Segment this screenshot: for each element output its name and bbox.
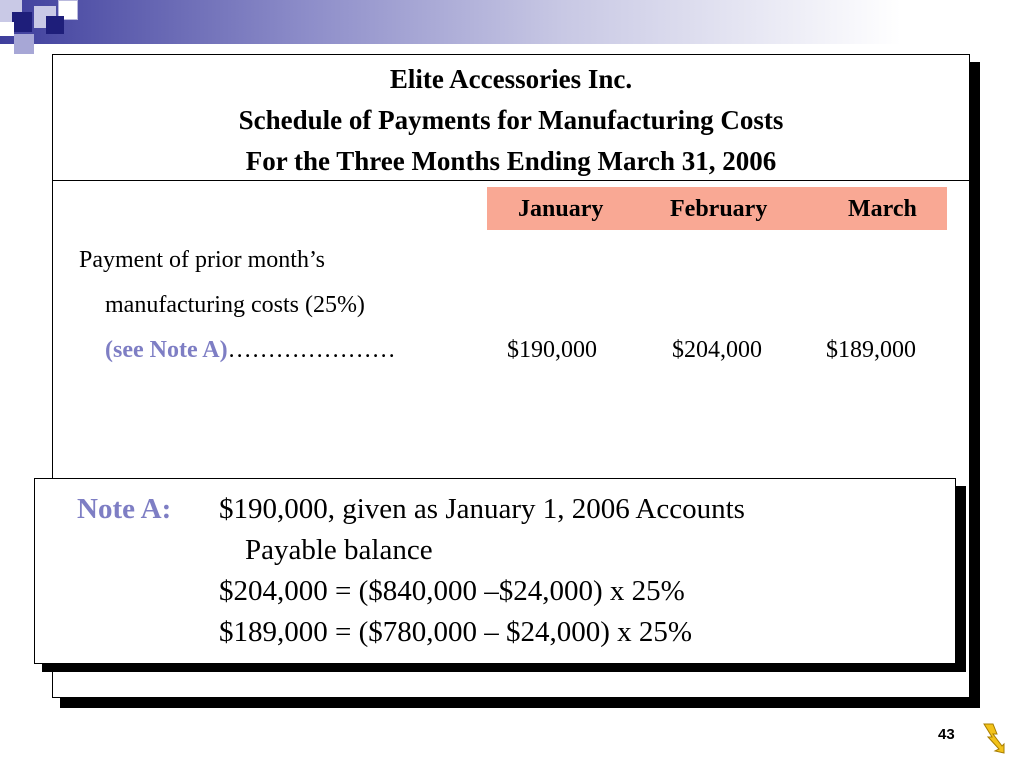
schedule-name: Schedule of Payments for Manufacturing Costs [238,105,784,135]
note-line-1: $190,000, given as January 1, 2006 Accounts [219,493,745,525]
amount-february: $204,000 [672,337,762,363]
month-header [487,187,947,230]
note-a-reference: (see Note A) [105,337,228,363]
schedule-title [53,55,969,181]
note-line-4: $189,000 = ($780,000 – $24,000) x 25% [219,616,693,648]
page-number: 43 [938,726,955,743]
month-february: February [670,196,768,222]
row-label-line2: manufacturing costs (25%) [105,292,365,318]
month-march: March [848,196,917,222]
lightning-bolt-icon [980,722,1010,754]
top-banner [0,0,1024,44]
row-label-line3 [105,337,396,364]
note-line-2: Payable balance [245,534,433,566]
row-label-line1: Payment of prior month’s [79,247,325,273]
amount-march: $189,000 [826,337,916,363]
dot-leader: ………………… [227,337,396,363]
note-line-3: $204,000 = ($840,000 –$24,000) x 25% [219,575,685,607]
company-name: Elite Accessories Inc. [389,64,633,94]
note-a-box [34,478,956,664]
month-january: January [518,196,604,222]
amount-january: $190,000 [507,337,597,363]
note-a-label: Note A: [77,493,172,525]
period-line: For the Three Months Ending March 31, 2006 [245,146,777,176]
